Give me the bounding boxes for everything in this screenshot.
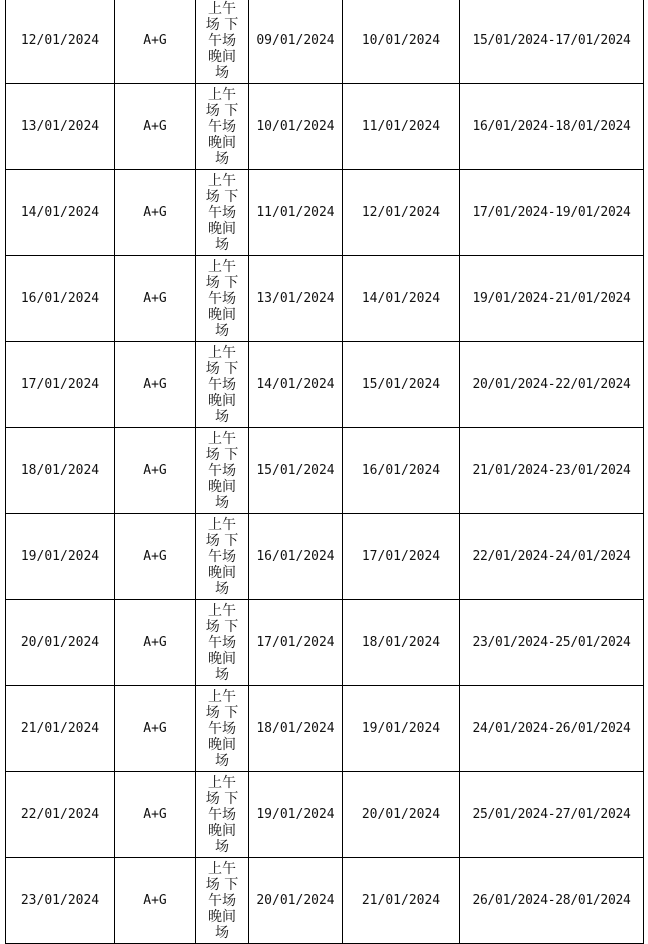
session-line: 场 下 [205, 16, 239, 33]
date-range-cell: 17/01/2024-19/01/2024 [460, 170, 644, 256]
session-line: 场 [215, 924, 229, 941]
exam-date-cell: 20/01/2024 [6, 600, 115, 686]
end-date-cell: 20/01/2024 [343, 772, 460, 858]
session-line: 场 下 [205, 876, 239, 893]
date-range-cell: 22/01/2024-24/01/2024 [460, 514, 644, 600]
session-cell [196, 772, 249, 858]
group-cell: A+G [115, 772, 196, 858]
session-line: 上午 [208, 774, 236, 791]
session-line: 场 下 [205, 618, 239, 635]
session-line: 晚间 [208, 220, 236, 237]
date-range-cell: 26/01/2024-28/01/2024 [460, 858, 644, 944]
end-date-cell: 21/01/2024 [343, 858, 460, 944]
session-line: 上午 [208, 172, 236, 189]
session-line: 场 [215, 666, 229, 683]
group-cell: A+G [115, 342, 196, 428]
start-date-cell: 16/01/2024 [249, 514, 343, 600]
start-date-cell: 20/01/2024 [249, 858, 343, 944]
start-date-cell: 13/01/2024 [249, 256, 343, 342]
table-row [6, 170, 644, 256]
group-cell: A+G [115, 170, 196, 256]
end-date-cell: 11/01/2024 [343, 84, 460, 170]
session-line: 场 [215, 322, 229, 339]
end-date-cell: 19/01/2024 [343, 686, 460, 772]
start-date-cell: 09/01/2024 [249, 0, 343, 84]
exam-date-cell: 23/01/2024 [6, 858, 115, 944]
session-line: 上午 [208, 688, 236, 705]
end-date-cell: 17/01/2024 [343, 514, 460, 600]
start-date-cell: 18/01/2024 [249, 686, 343, 772]
date-range-cell: 15/01/2024-17/01/2024 [460, 0, 644, 84]
start-date-cell: 11/01/2024 [249, 170, 343, 256]
session-line: 午场 [208, 290, 236, 307]
session-line: 上午 [208, 86, 236, 103]
session-line: 午场 [208, 32, 236, 49]
session-line: 场 下 [205, 188, 239, 205]
group-cell: A+G [115, 0, 196, 84]
session-line: 上午 [208, 344, 236, 361]
table-row [6, 342, 644, 428]
session-line: 场 下 [205, 532, 239, 549]
date-range-cell: 25/01/2024-27/01/2024 [460, 772, 644, 858]
session-line: 晚间 [208, 736, 236, 753]
session-line: 场 [215, 580, 229, 597]
session-line: 午场 [208, 462, 236, 479]
schedule-table [5, 0, 644, 944]
table-row [6, 772, 644, 858]
session-line: 晚间 [208, 306, 236, 323]
table-row [6, 428, 644, 514]
session-line: 上午 [208, 430, 236, 447]
session-cell [196, 256, 249, 342]
session-line: 上午 [208, 258, 236, 275]
session-cell [196, 428, 249, 514]
table-row [6, 256, 644, 342]
group-cell: A+G [115, 858, 196, 944]
session-line: 场 [215, 494, 229, 511]
date-range-cell: 16/01/2024-18/01/2024 [460, 84, 644, 170]
session-line: 午场 [208, 204, 236, 221]
table-row [6, 686, 644, 772]
session-cell [196, 686, 249, 772]
exam-date-cell: 17/01/2024 [6, 342, 115, 428]
end-date-cell: 16/01/2024 [343, 428, 460, 514]
session-line: 场 下 [205, 274, 239, 291]
group-cell: A+G [115, 256, 196, 342]
table-row [6, 84, 644, 170]
start-date-cell: 17/01/2024 [249, 600, 343, 686]
session-line: 场 下 [205, 704, 239, 721]
session-line: 晚间 [208, 134, 236, 151]
session-line: 午场 [208, 548, 236, 565]
session-line: 午场 [208, 720, 236, 737]
date-range-cell: 24/01/2024-26/01/2024 [460, 686, 644, 772]
session-line: 场 [215, 64, 229, 81]
session-line: 晚间 [208, 822, 236, 839]
date-range-cell: 21/01/2024-23/01/2024 [460, 428, 644, 514]
session-line: 晚间 [208, 650, 236, 667]
session-line: 上午 [208, 602, 236, 619]
group-cell: A+G [115, 686, 196, 772]
session-line: 上午 [208, 860, 236, 877]
date-range-cell: 20/01/2024-22/01/2024 [460, 342, 644, 428]
date-range-cell: 19/01/2024-21/01/2024 [460, 256, 644, 342]
session-line: 场 [215, 838, 229, 855]
schedule-sheet [5, 0, 643, 944]
session-cell [196, 342, 249, 428]
session-line: 晚间 [208, 478, 236, 495]
exam-date-cell: 22/01/2024 [6, 772, 115, 858]
group-cell: A+G [115, 84, 196, 170]
session-line: 场 [215, 408, 229, 425]
session-cell [196, 0, 249, 84]
session-line: 上午 [208, 516, 236, 533]
date-range-cell: 23/01/2024-25/01/2024 [460, 600, 644, 686]
session-line: 晚间 [208, 392, 236, 409]
end-date-cell: 12/01/2024 [343, 170, 460, 256]
session-line: 晚间 [208, 564, 236, 581]
group-cell: A+G [115, 428, 196, 514]
session-line: 午场 [208, 634, 236, 651]
start-date-cell: 19/01/2024 [249, 772, 343, 858]
session-line: 午场 [208, 806, 236, 823]
exam-date-cell: 19/01/2024 [6, 514, 115, 600]
session-line: 场 [215, 752, 229, 769]
group-cell: A+G [115, 514, 196, 600]
session-line: 场 [215, 150, 229, 167]
exam-date-cell: 21/01/2024 [6, 686, 115, 772]
table-row [6, 858, 644, 944]
session-line: 场 [215, 236, 229, 253]
group-cell: A+G [115, 600, 196, 686]
session-line: 场 下 [205, 360, 239, 377]
end-date-cell: 10/01/2024 [343, 0, 460, 84]
session-cell [196, 84, 249, 170]
exam-date-cell: 18/01/2024 [6, 428, 115, 514]
start-date-cell: 14/01/2024 [249, 342, 343, 428]
session-line: 午场 [208, 376, 236, 393]
exam-date-cell: 14/01/2024 [6, 170, 115, 256]
session-line: 晚间 [208, 48, 236, 65]
session-cell [196, 170, 249, 256]
exam-date-cell: 12/01/2024 [6, 0, 115, 84]
exam-date-cell: 16/01/2024 [6, 256, 115, 342]
end-date-cell: 14/01/2024 [343, 256, 460, 342]
session-cell [196, 600, 249, 686]
session-cell [196, 858, 249, 944]
exam-date-cell: 13/01/2024 [6, 84, 115, 170]
session-line: 场 下 [205, 790, 239, 807]
session-line: 场 下 [205, 446, 239, 463]
table-row [6, 0, 644, 84]
session-cell [196, 514, 249, 600]
end-date-cell: 18/01/2024 [343, 600, 460, 686]
start-date-cell: 10/01/2024 [249, 84, 343, 170]
session-line: 午场 [208, 118, 236, 135]
start-date-cell: 15/01/2024 [249, 428, 343, 514]
end-date-cell: 15/01/2024 [343, 342, 460, 428]
session-line: 场 下 [205, 102, 239, 119]
schedule-table-body [6, 0, 644, 944]
session-line: 上午 [208, 0, 236, 17]
table-row [6, 514, 644, 600]
table-row [6, 600, 644, 686]
session-line: 晚间 [208, 908, 236, 925]
session-line: 午场 [208, 892, 236, 909]
